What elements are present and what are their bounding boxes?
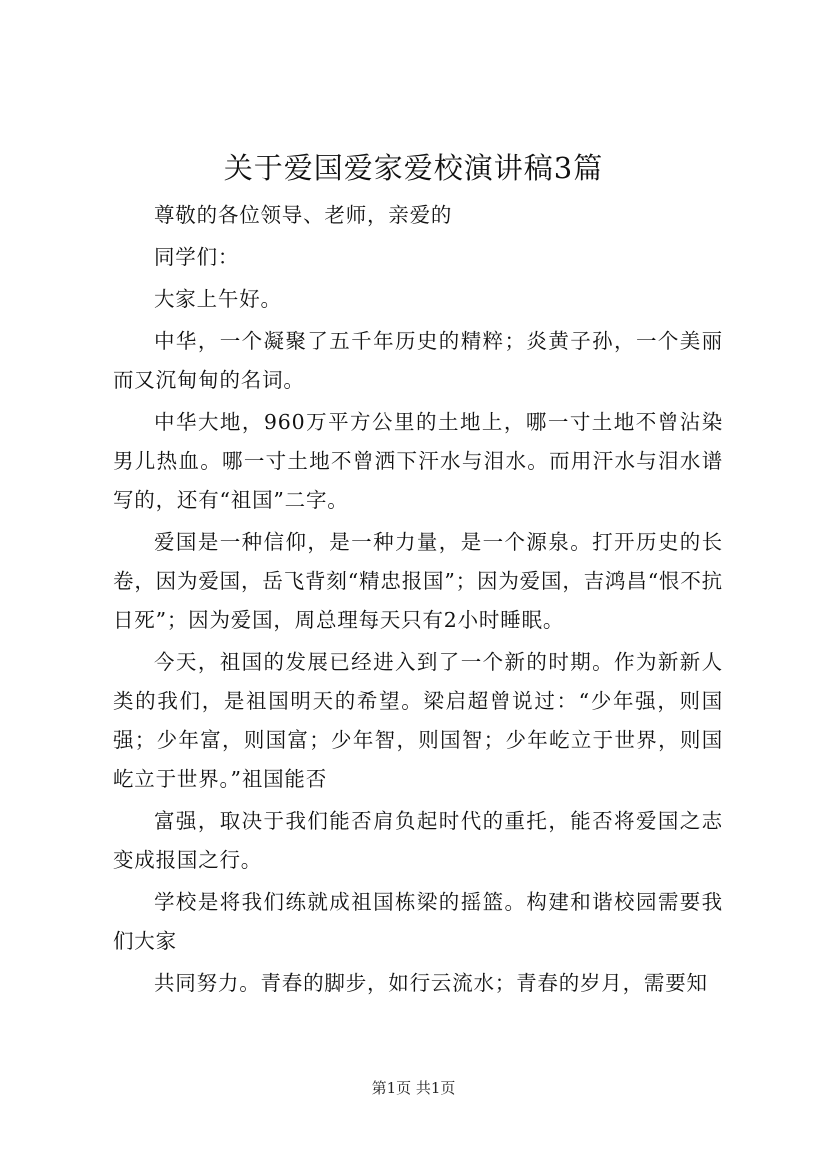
paragraph-prosperity: 富强，取决于我们能否肩负起时代的重托，能否将爱国之志变成报国之行。 bbox=[113, 809, 723, 872]
document-body bbox=[113, 196, 723, 1006]
paragraph-today: 今天，祖国的发展已经进入到了一个新的时期。作为新新人类的我们，是祖国明天的希望。梁启超曾说过：“少年强，则国强；少年富，则国富；少年智，则国智；少年屹立于世界，则国屹立于世界。”祖国能否 bbox=[113, 650, 723, 791]
paragraph-salutation: 大家上午好。 bbox=[154, 287, 282, 311]
page-footer: 第1页 共1页 bbox=[371, 1079, 456, 1097]
paragraph-patriotism: 爱国是一种信仰，是一种力量，是一个源泉。打开历史的长卷，因为爱国，岳飞背刻“精忠报国”；因为爱国，吉鸿昌“恨不抗日死”；因为爱国，周总理每天只有2小时睡眠。 bbox=[113, 530, 723, 632]
paragraph-youth: 共同努力。青春的脚步，如行云流水；青春的岁月，需要知 bbox=[154, 971, 708, 995]
document-title: 关于爱国爱家爱校演讲稿3篇 bbox=[223, 151, 604, 185]
paragraph-school: 学校是将我们练就成祖国栋梁的摇篮。构建和谐校园需要我们大家 bbox=[113, 890, 723, 953]
paragraph-greeting: 尊敬的各位领导、老师，亲爱的 bbox=[154, 203, 453, 227]
paragraph-land: 中华大地，960万平方公里的土地上，哪一寸土地不曾沾染男儿热血。哪一寸土地不曾洒下汗水与泪水。而用汗水与泪水谱写的，还有“祖国”二字。 bbox=[113, 410, 723, 512]
paragraph-addressee: 同学们： bbox=[154, 245, 240, 269]
paragraph-china: 中华，一个凝聚了五千年历史的精粹；炎黄子孙，一个美丽而又沉甸甸的名词。 bbox=[113, 329, 723, 392]
